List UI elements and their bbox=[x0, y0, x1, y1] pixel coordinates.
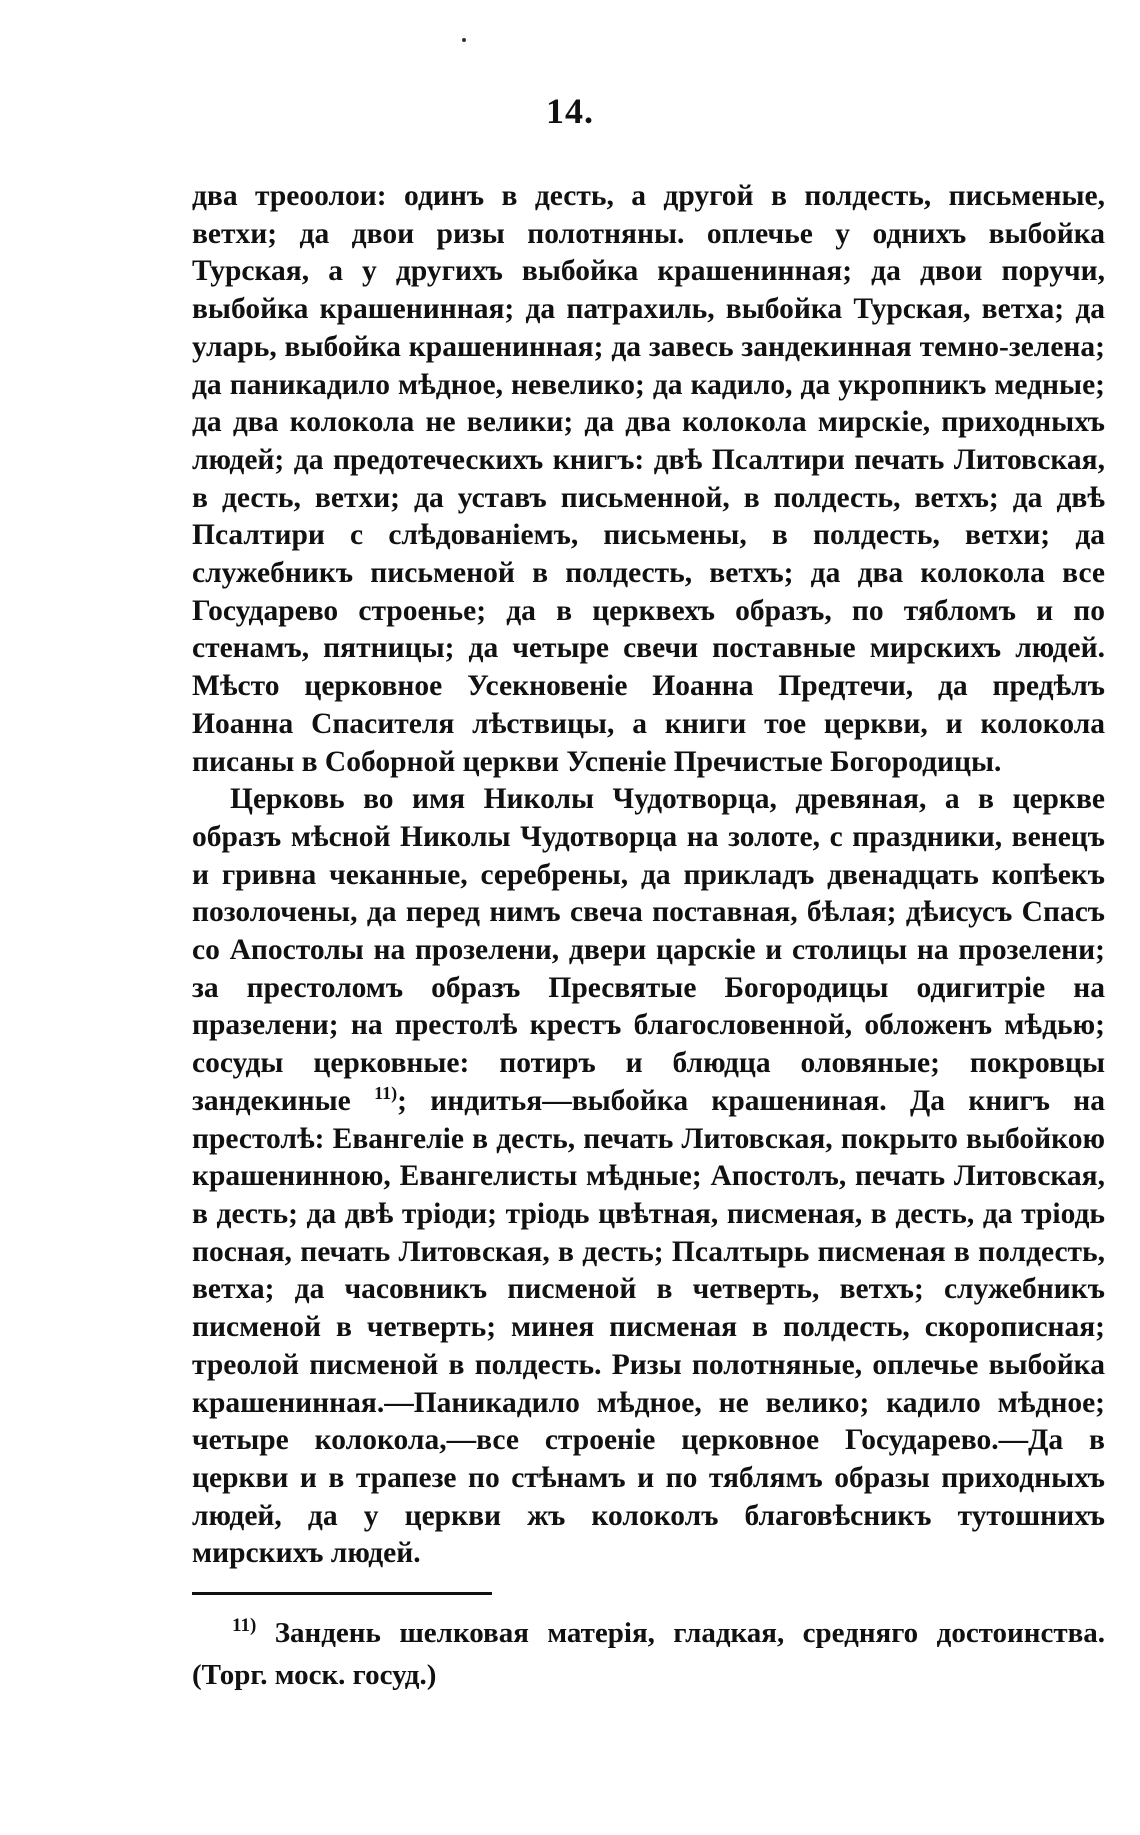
paragraph-2-text-after: ; индитья—выбойка крашениная. Да книгъ на престолѣ: Евангеліе в десть, печать Литовская, покрыто выбойкою крашенинною, Евангелисты мѣдные; Апостолъ, печать Литовская, в десть; да двѣ тріоди; тріодь цвѣтная, писменая, в десть, да тріодь посная, печать Литовская, в десть; Псалтырь писменая в полдесть, ветха; да часовникъ писменой в четверть, ветхъ; служебникъ писменой в четверть; минея писменая в полдесть, скорописная; треолой писменой в полдесть. Ризы полотняные, оплечье выбойка крашенинная.—Паникадило мѣдное, не велико; кадило мѣдное; четыре колокола,—все строеніе церковное Государево.—Да в церкви и в трапезе по стѣнамъ и по тяблямъ образы приходныхъ людей, да у церкви жъ колоколъ благовѣсникъ тутошнихъ мирскихъ людей. bbox=[192, 1084, 1105, 1570]
footnote-reference: 11) bbox=[374, 1083, 398, 1104]
paragraph-2-text-before: Церковь во имя Николы Чудотворца, древяная, а в церкве образъ мѣсной Николы Чудотворца на золоте, с праздники, венецъ и гривна чеканные, серебрены, да прикладъ двенадцать копѣекъ позолочены, да перед нимъ свеча поставная, бѣлая; дѣисусъ Спасъ со Апостолы на прозелени, двери царскіе и столицы на прозелени; за престоломъ образъ Пресвятые Богородицы одигитріе на празелени; на престолѣ крестъ благословенной, обложенъ мѣдью; сосуды церковные: потиръ и блюдца оловяные; покровцы зандекиные bbox=[192, 783, 1105, 1117]
main-text bbox=[192, 178, 1105, 1573]
print-speck bbox=[462, 38, 466, 42]
footnote-divider bbox=[192, 1592, 492, 1595]
paragraph-2 bbox=[192, 781, 1105, 1573]
page-number: 14. bbox=[546, 91, 594, 131]
footnote: 11) Зандень шелковая матерія, гладкая, средняго достоинства. (Торг. моск. госуд.) bbox=[192, 1615, 1105, 1691]
footnote-text: Зандень шелковая матерія, гладкая, средняго достоинства. (Торг. моск. госуд.) bbox=[192, 1617, 1105, 1691]
paragraph-1: два треоолои: одинъ в десть, а другой в полдесть, письменые, ветхи; да двои ризы полотняны. оплечье у однихъ выбойка Турская, а у другихъ выбойка крашенинная; да двои поручи, выбойка крашенинная; да патрахиль, выбойка Турская, ветха; да уларь, выбойка крашенинная; да завесь зандекинная темно-зелена; да паникадило мѣдное, невелико; да кадило, да укропникъ медные; да два колокола не велики; да два колокола мирскіе, приходныхъ людей; да предотеческихъ книгъ: двѣ Псалтири печать Литовская, в десть, ветхи; да уставъ письменной, в полдесть, ветхъ; да двѣ Псалтири с слѣдованіемъ, письмены, в полдесть, ветхи; да служебникъ письменой в полдесть, ветхъ; да два колокола все Государево строенье; да в церквехъ образъ, по тябломъ и по стенамъ, пятницы; да четыре свечи поставные мирскихъ людей. Мѣсто церковное Усекновеніе Иоанна Предтечи, да предѣлъ Иоанна Спасителя лѣствицы, а книги тое церкви, и колокола писаны в Соборной церкви Успеніе Пречистые Богородицы. bbox=[192, 180, 1105, 778]
